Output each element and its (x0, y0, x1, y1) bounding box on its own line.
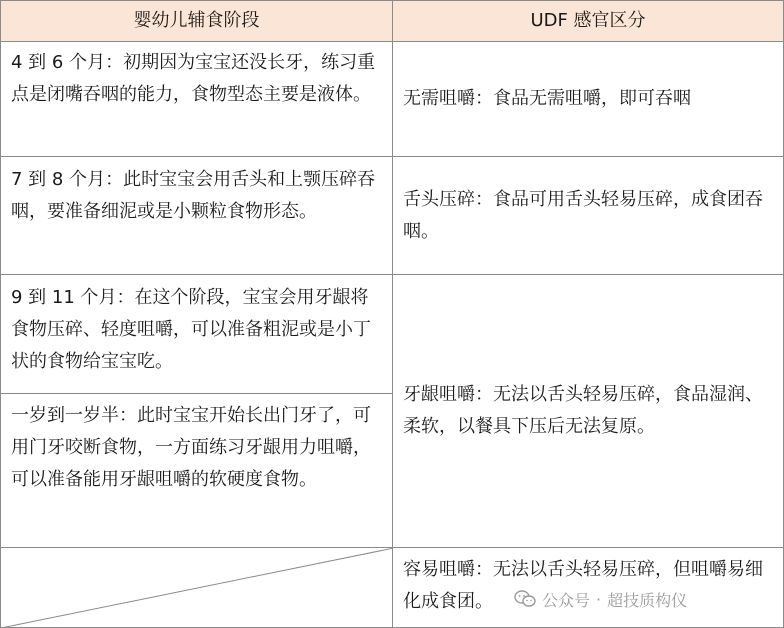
stage-cell-1-1.5-years: 一岁到一岁半：此时宝宝开始长出门牙了，可用门牙咬断食物，一方面练习牙龈用力咀嚼，可以准备能用牙龈咀嚼的软硬度食物。 (0, 393, 393, 548)
udf-text-tongue-crush: 舌头压碎：食品可用舌头轻易压碎，成食团吞咽。 (403, 188, 763, 242)
stage-cell-9-11-months: 9 到 11 个月：在这个阶段，宝宝会用牙龈将食物压碎、轻度咀嚼，可以准备粗泥或是小丁状的食物给宝宝吃。 (0, 274, 393, 394)
udf-text-easy-chewing: 容易咀嚼：无法以舌头轻易压碎，但咀嚼易细化成食团。 (403, 559, 763, 612)
udf-text-gum-chewing: 牙龈咀嚼：无法以舌头轻易压碎，食品湿润、柔软，以餐具下压后无法复原。 (403, 384, 763, 437)
udf-cell-tongue-crush (392, 156, 784, 275)
watermark (514, 586, 687, 612)
diagonal-line (1, 548, 393, 628)
stage-cell-7-8-months: 7 到 8 个月：此时宝宝会用舌头和上颚压碎吞咽，要准备细泥或是小颗粒食物形态。 (0, 156, 393, 275)
wechat-icon (514, 590, 536, 608)
udf-cell-no-chewing (392, 41, 784, 157)
header-udf: UDF 感官区分 (392, 0, 784, 42)
watermark-name: 超技质构仪 (607, 590, 688, 610)
stage-cell-4-6-months: 4 到 6 个月：初期因为宝宝还没长牙，练习重点是闭嘴吞咽的能力，食物型态主要是液体。 (0, 41, 393, 157)
header-stage: 婴幼儿辅食阶段 (0, 0, 393, 42)
udf-text-no-chewing: 无需咀嚼：食品无需咀嚼，即可吞咽 (403, 88, 691, 109)
watermark-separator: · (596, 589, 602, 609)
watermark-channel: 公众号 (542, 590, 591, 610)
udf-cell-gum-chewing (392, 274, 784, 548)
empty-diagonal-cell (0, 547, 393, 628)
